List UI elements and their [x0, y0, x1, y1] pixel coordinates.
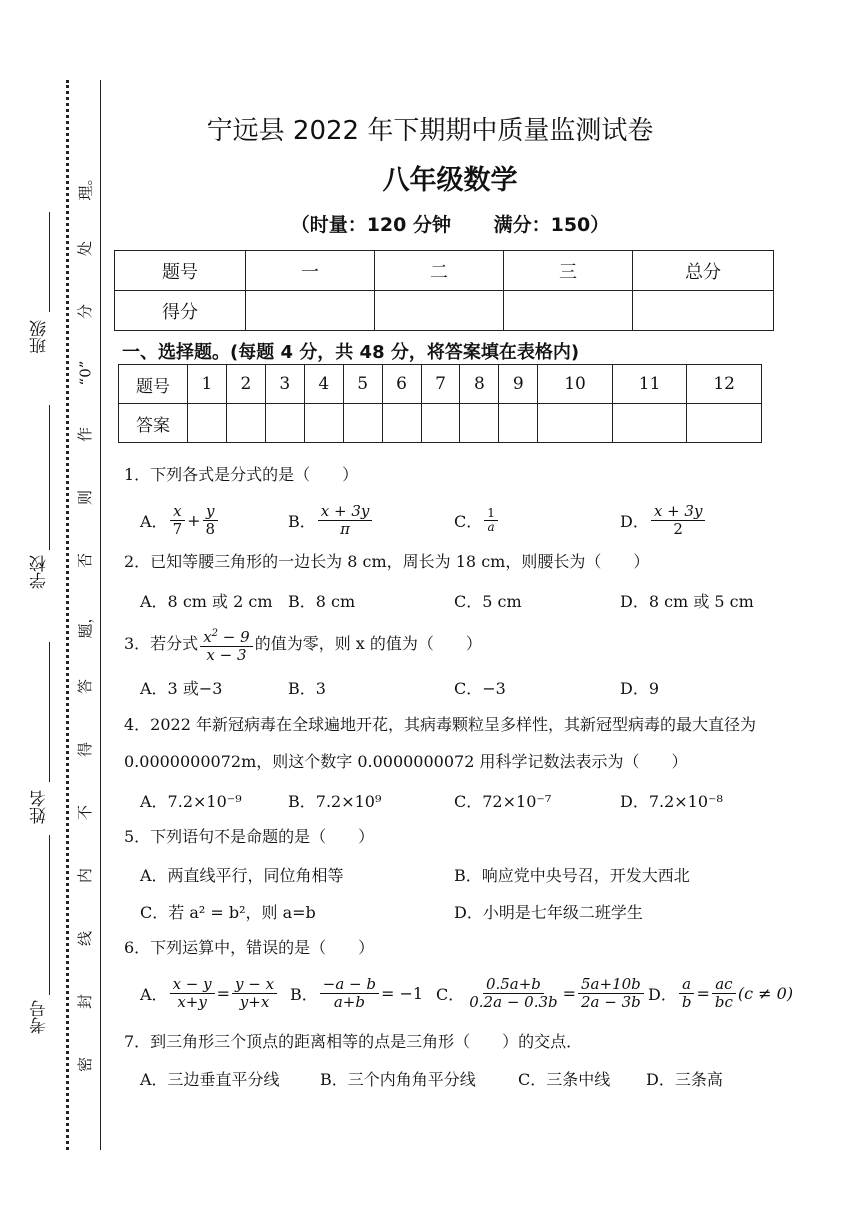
answer-cell[interactable] — [460, 404, 499, 443]
option-b: B．8 cm — [288, 591, 356, 611]
option-b: B．三个内角角平分线 — [320, 1069, 476, 1089]
option-c: C．5 cm — [454, 591, 522, 611]
score-cell[interactable] — [504, 291, 633, 331]
question-1: 1．下列各式是分式的是（ ） — [124, 465, 359, 484]
question-6-options — [140, 970, 820, 1016]
answer-cell[interactable] — [343, 404, 382, 443]
answer-header-cell: 12 — [687, 365, 762, 404]
seal-solid-line — [100, 80, 101, 1150]
answer-cell[interactable] — [499, 404, 538, 443]
option-d: D．小明是七年级二班学生 — [454, 902, 643, 922]
fraction-x-over-7: $\frac{x}{7}$ — [170, 503, 186, 538]
question-4: 4．2022 年新冠病毒在全球遍地开花，其病毒颗粒呈多样性，其新冠型病毒的最大直径为 — [124, 715, 756, 734]
option-a: A．两直线平行，同位角相等 — [140, 865, 344, 885]
option-c: C．72×10⁻⁷ — [454, 791, 552, 811]
fraction-x2-9-over-x-3: $\frac{x^2 - 9}{x - 3}$ — [200, 625, 253, 664]
option-b: B．3 — [288, 678, 326, 698]
question-2: 2．已知等腰三角形的一边长为 8 cm，周长为 18 cm，则腰长为（ ） — [124, 552, 650, 571]
name-underline[interactable] — [49, 642, 50, 782]
option-d: D．三条高 — [646, 1069, 723, 1089]
answer-cell[interactable] — [382, 404, 421, 443]
option-d: D． $\frac{a}{b}$ = $\frac{ac}{bc}$ (c ≠ 0) — [648, 974, 794, 1011]
option-d: D．8 cm 或 5 cm — [620, 591, 754, 611]
school-underline[interactable] — [49, 405, 50, 550]
answer-table-row — [119, 404, 762, 443]
exam-title: 宁远县 2022 年下期期中质量监测试卷 — [206, 116, 654, 146]
option-b: B． $\frac{-a - b}{a+b}$ = −1 — [290, 974, 424, 1011]
answer-cell[interactable] — [226, 404, 265, 443]
option-c: C． $\frac{0.5a+b}{0.2a - 0.3b}$ = $\frac{5a+10b}{2a - 3b}$ — [436, 970, 646, 1016]
score-header-cell: 三 — [504, 251, 633, 291]
question-2-options — [140, 580, 820, 620]
option-a: A． $\frac{x}{7}$ + $\frac{y}{8}$ — [140, 500, 220, 540]
answer-cell[interactable] — [265, 404, 304, 443]
option-d: D．9 — [620, 678, 660, 698]
option-b: B． $\frac{x + 3y}{\pi}$ — [288, 500, 374, 540]
answer-header-cell: 5 — [343, 365, 382, 404]
option-a: A．7.2×10⁻⁹ — [140, 791, 242, 811]
answer-header-cell: 9 — [499, 365, 538, 404]
answer-header-cell: 10 — [538, 365, 613, 404]
score-table-header-row — [115, 251, 774, 291]
option-a: A． $\frac{x - y}{x+y}$ = $\frac{y - x}{y+x}$ — [140, 970, 279, 1016]
answer-header-cell: 1 — [188, 365, 227, 404]
score-table — [114, 250, 774, 331]
seal-notice: 理。 处 分 “0” 作 则 否 题， 答 得 不 内 线 封 密 — [76, 170, 95, 1073]
score-header-cell: 总分 — [633, 251, 774, 291]
option-c: C．若 a² = b²，则 a=b — [140, 902, 316, 922]
answer-header-cell: 4 — [304, 365, 343, 404]
option-c: C．−3 — [454, 678, 506, 698]
fraction-x3y-over-pi: $\frac{x + 3y}{\pi}$ — [318, 503, 373, 538]
score-cell[interactable] — [246, 291, 375, 331]
option-d: D． $\frac{x + 3y}{2}$ — [620, 500, 707, 540]
question-6: 6．下列运算中，错误的是（ ） — [124, 938, 375, 957]
score-header-cell: 一 — [246, 251, 375, 291]
seal-dotted-line — [66, 80, 69, 1150]
answer-header-cell: 6 — [382, 365, 421, 404]
fraction-x3y-over-2: $\frac{x + 3y}{2}$ — [651, 503, 706, 538]
answer-header-cell: 8 — [460, 365, 499, 404]
answer-cell[interactable] — [304, 404, 343, 443]
answer-cell[interactable] — [188, 404, 227, 443]
option-d: D．7.2×10⁻⁸ — [620, 791, 723, 811]
answer-table-header-row — [119, 365, 762, 404]
school-field: 学校 — [22, 555, 56, 594]
question-5-options-row-1 — [140, 854, 820, 894]
answer-table — [118, 364, 762, 443]
exam-subtitle: 八年级数学 — [382, 165, 518, 196]
option-a: A．三边垂直平分线 — [140, 1069, 280, 1089]
question-4-options — [140, 780, 820, 820]
name-field: 姓名 — [22, 790, 56, 829]
answer-header-cell: 2 — [226, 365, 265, 404]
answer-header-cell: 3 — [265, 365, 304, 404]
fraction-1-over-a: $\frac{1}{a}$ — [484, 507, 498, 534]
time-limit: （时量：120 分钟 — [290, 214, 451, 236]
score-row-label: 得分 — [115, 291, 246, 331]
answer-header-cell: 11 — [612, 365, 687, 404]
option-c: C． $\frac{1}{a}$ — [454, 500, 500, 540]
question-4-line-2: 0.0000000072m，则这个数字 0.0000000072 用科学记数法表示为（ ） — [124, 752, 688, 771]
option-c: C．三条中线 — [518, 1069, 611, 1089]
fraction-y-over-8: $\frac{y}{8}$ — [203, 503, 219, 538]
question-3-options — [140, 667, 820, 707]
answer-row-label: 答案 — [119, 404, 188, 443]
option-a: A．8 cm 或 2 cm — [140, 591, 273, 611]
question-5-options-row-2 — [140, 891, 820, 931]
question-5: 5．下列语句不是命题的是（ ） — [124, 827, 375, 846]
score-header-cell: 题号 — [115, 251, 246, 291]
answer-header-cell: 7 — [421, 365, 460, 404]
answer-cell[interactable] — [612, 404, 687, 443]
answer-header-cell: 题号 — [119, 365, 188, 404]
question-7: 7．到三角形三个顶点的距离相等的点是三角形（ ）的交点． — [124, 1032, 583, 1051]
score-cell[interactable] — [633, 291, 774, 331]
option-b: B．7.2×10⁹ — [288, 791, 382, 811]
score-cell[interactable] — [375, 291, 504, 331]
question-1-options — [140, 500, 820, 540]
option-a: A．3 或−3 — [140, 678, 223, 698]
answer-cell[interactable] — [538, 404, 613, 443]
question-3: 3．若分式 $\frac{x^2 - 9}{x - 3}$ 的值为零，则 x 的值为（ ） — [124, 622, 482, 666]
option-b: B．响应党中央号召，开发大西北 — [454, 865, 690, 885]
answer-cell[interactable] — [421, 404, 460, 443]
answer-cell[interactable] — [687, 404, 762, 443]
score-table-row — [115, 291, 774, 331]
exam-number-underline[interactable] — [49, 835, 50, 995]
question-7-options — [140, 1058, 820, 1098]
exam-time-info — [0, 210, 860, 237]
section-heading: 一、选择题。(每题 4 分，共 48 分，将答案填在表格内) — [122, 342, 580, 363]
full-marks: 满分：150） — [493, 214, 610, 236]
exam-number-field: 考号 — [22, 1000, 56, 1039]
class-field: 班级 — [22, 320, 56, 359]
score-header-cell: 二 — [375, 251, 504, 291]
